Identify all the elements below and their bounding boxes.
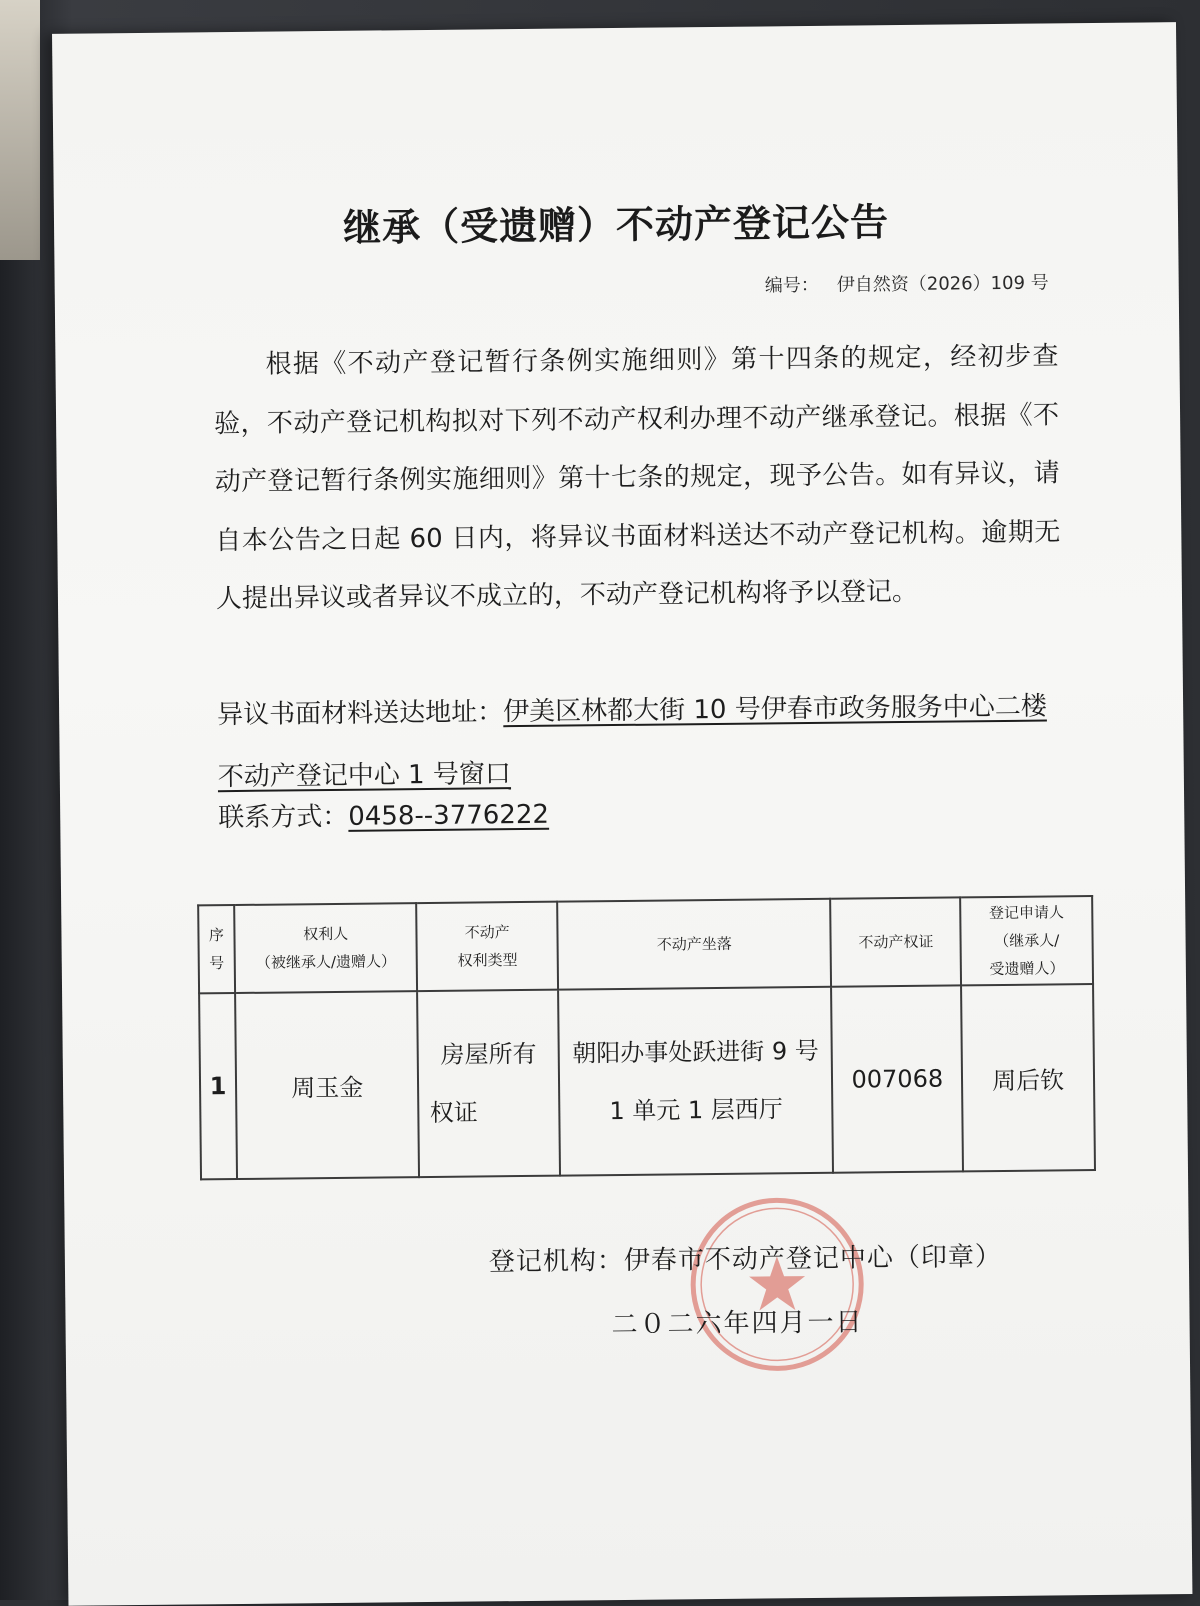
contact-label: 联系方式： xyxy=(218,801,349,834)
notice-number xyxy=(765,268,1049,297)
objection-address-value: 伊美区林都大街 10 号伊春市政务服务中心二楼不动产登记中心 1 号窗口 xyxy=(217,691,1047,793)
registration-table xyxy=(197,895,1096,1180)
contact-phone: 0458--3776222 xyxy=(348,799,550,832)
row-no: 1 xyxy=(199,993,237,1179)
row-certificate: 007068 xyxy=(831,985,963,1172)
contact-info xyxy=(218,795,563,839)
table-header-row xyxy=(198,896,1093,993)
notice-number-label: 编号： xyxy=(764,274,819,297)
objection-address-label: 异议书面材料送达地址： xyxy=(217,697,504,731)
row-right-type: 房屋所有权证 xyxy=(418,990,561,1177)
registration-authority: 登记机构：伊春市不动产登记中心（印章） xyxy=(488,1242,1003,1278)
official-seal xyxy=(686,1193,868,1375)
notice-date: 二０二六年四月一日 xyxy=(611,1307,864,1341)
row-applicant: 周后钦 xyxy=(961,984,1095,1171)
objection-address xyxy=(217,675,1068,808)
header-holder: 权利人 （被继承人/遗赠人） xyxy=(234,903,417,993)
header-location: 不动产坐落 xyxy=(557,899,831,990)
header-right-type: 不动产 权利类型 xyxy=(417,902,559,991)
row-holder: 周玉金 xyxy=(235,991,419,1179)
notice-number-value: 伊自然资（2026）109 号 xyxy=(836,272,1049,296)
notice-title: 继承（受遗赠）不动产登记公告 xyxy=(342,200,890,250)
notice-body: 根据《不动产登记暂行条例实施细则》第十四条的规定，经初步查验，不动产登记机构拟对下列不动产权利办理不动产继承登记。根据《不动产登记暂行条例实施细则》第十七条的规定，现予公告。如有异议，请自本公告之日起 60 日内，将异议书面材料送达不动产登记机构。逾期无人提出异议或者异议不成立的，不动产登记机构将予以登记。 xyxy=(213,341,1061,615)
table-row xyxy=(199,984,1095,1179)
header-certificate: 不动产权证 xyxy=(831,897,962,986)
header-no: 序 号 xyxy=(198,905,235,993)
desk-edge xyxy=(0,0,40,260)
row-location: 朝阳办事处跃进街 9 号 1 单元 1 层西厅 xyxy=(558,987,833,1176)
notice-paper xyxy=(52,22,1192,1606)
header-applicant: 登记申请人 （继承人/ 受遗赠人） xyxy=(960,896,1093,985)
